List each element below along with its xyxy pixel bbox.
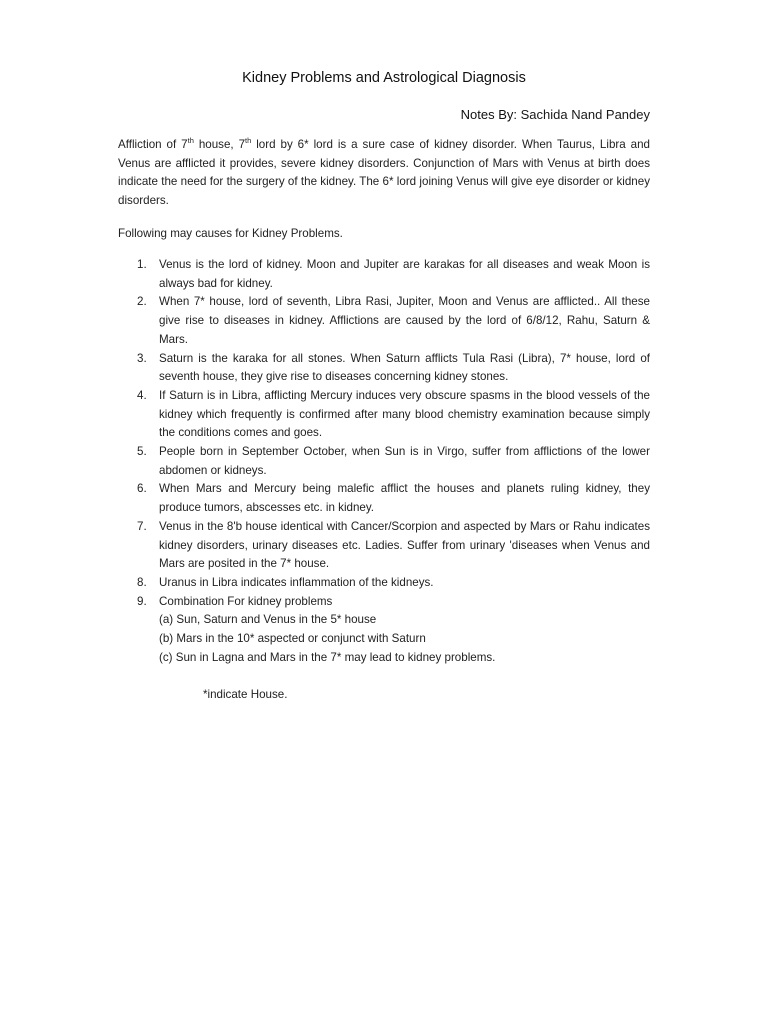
- intro-paragraph: [118, 136, 650, 211]
- author-byline: [461, 107, 650, 122]
- list-item: [118, 387, 650, 443]
- list-item-text: When Mars and Mercury being malefic afflict the houses and planets ruling kidney, they produce tumors, abscesses etc. in kidney.: [159, 482, 650, 515]
- list-item-number: 4.: [137, 388, 147, 402]
- intro-superscript-2: th: [245, 136, 252, 146]
- list-item-text: People born in September October, when Sun is in Virgo, suffer from afflictions of the lower abdomen or kidneys.: [159, 445, 650, 477]
- list-item-number: 1.: [137, 258, 147, 271]
- list-item: [118, 350, 650, 387]
- byline-label: Notes By:: [460, 107, 517, 122]
- list-item: [118, 443, 650, 480]
- list-item-number: 5.: [137, 445, 147, 459]
- list-item-text: Saturn is the karaka for all stones. When Saturn afflicts Tula Rasi (Libra), 7* house, lord of seventh house, they give rise to diseases concerning kidney stones.: [159, 351, 650, 384]
- causes-list: [118, 256, 650, 667]
- list-item-number: 6.: [137, 482, 147, 496]
- list-item: [118, 574, 650, 593]
- list-item-number: 3.: [137, 351, 147, 365]
- footnote: *indicate House.: [203, 688, 288, 701]
- list-item-text: If Saturn is in Libra, afflicting Mercury induces very obscure spasms in the blood vessels of the kidney which frequently is confirmed after many blood chemistry examination because simply the conditions comes and goes.: [159, 388, 650, 440]
- list-item-number: 7.: [137, 519, 147, 533]
- list-item-text: Uranus in Libra indicates inflammation of the kidneys.: [159, 575, 434, 589]
- list-item-text: When 7* house, lord of seventh, Libra Rasi, Jupiter, Moon and Venus are afflicted.. All these give rise to diseases in kidney. Afflictions are caused by the lord of 6/8/12, Rahu, Saturn & Mars.: [159, 295, 650, 346]
- list-item-number: 9.: [137, 594, 147, 608]
- intro-superscript-1: th: [187, 136, 194, 146]
- lead-sentence: Following may causes for Kidney Problems.: [118, 227, 343, 240]
- intro-text-2: house, 7: [193, 138, 246, 151]
- sub-item: (b) Mars in the 10* aspected or conjunct with Saturn: [159, 632, 426, 646]
- author-name: Sachida Nand Pandey: [520, 107, 650, 122]
- list-item: [118, 293, 650, 349]
- list-item-text: Venus is the lord of kidney. Moon and Jupiter are karakas for all diseases and weak Moon is always bad for kidney.: [159, 258, 650, 290]
- list-item: [118, 518, 650, 574]
- list-item: [118, 593, 650, 668]
- sub-item: (a) Sun, Saturn and Venus in the 5* house: [159, 613, 377, 627]
- list-item-number: 8.: [137, 575, 147, 589]
- list-item: [118, 480, 650, 517]
- intro-text-1: Affliction of 7: [118, 138, 188, 151]
- list-item-text: Combination For kidney problems: [159, 594, 333, 608]
- intro-text-3: lord by 6* lord is a sure case of kidney disorder. When Taurus, Libra and Venus are afflicted it provides, severe kidney disorders. Conjunction of Mars with Venus at birth does indicate the need for the surgery of the kidney. The 6* lord joining Venus will give eye disorder or kidney disorders.: [118, 138, 650, 208]
- list-item: [118, 256, 650, 293]
- document-title: Kidney Problems and Astrological Diagnosis: [242, 70, 526, 86]
- sub-item: (c) Sun in Lagna and Mars in the 7* may lead to kidney problems.: [159, 650, 496, 664]
- list-item-number: 2.: [137, 295, 147, 309]
- list-item-text: Venus in the 8'b house identical with Cancer/Scorpion and aspected by Mars or Rahu indicates kidney disorders, urinary diseases etc. Ladies. Suffer from urinary 'diseases when Venus and Mars are posited in the 7* house.: [159, 519, 650, 571]
